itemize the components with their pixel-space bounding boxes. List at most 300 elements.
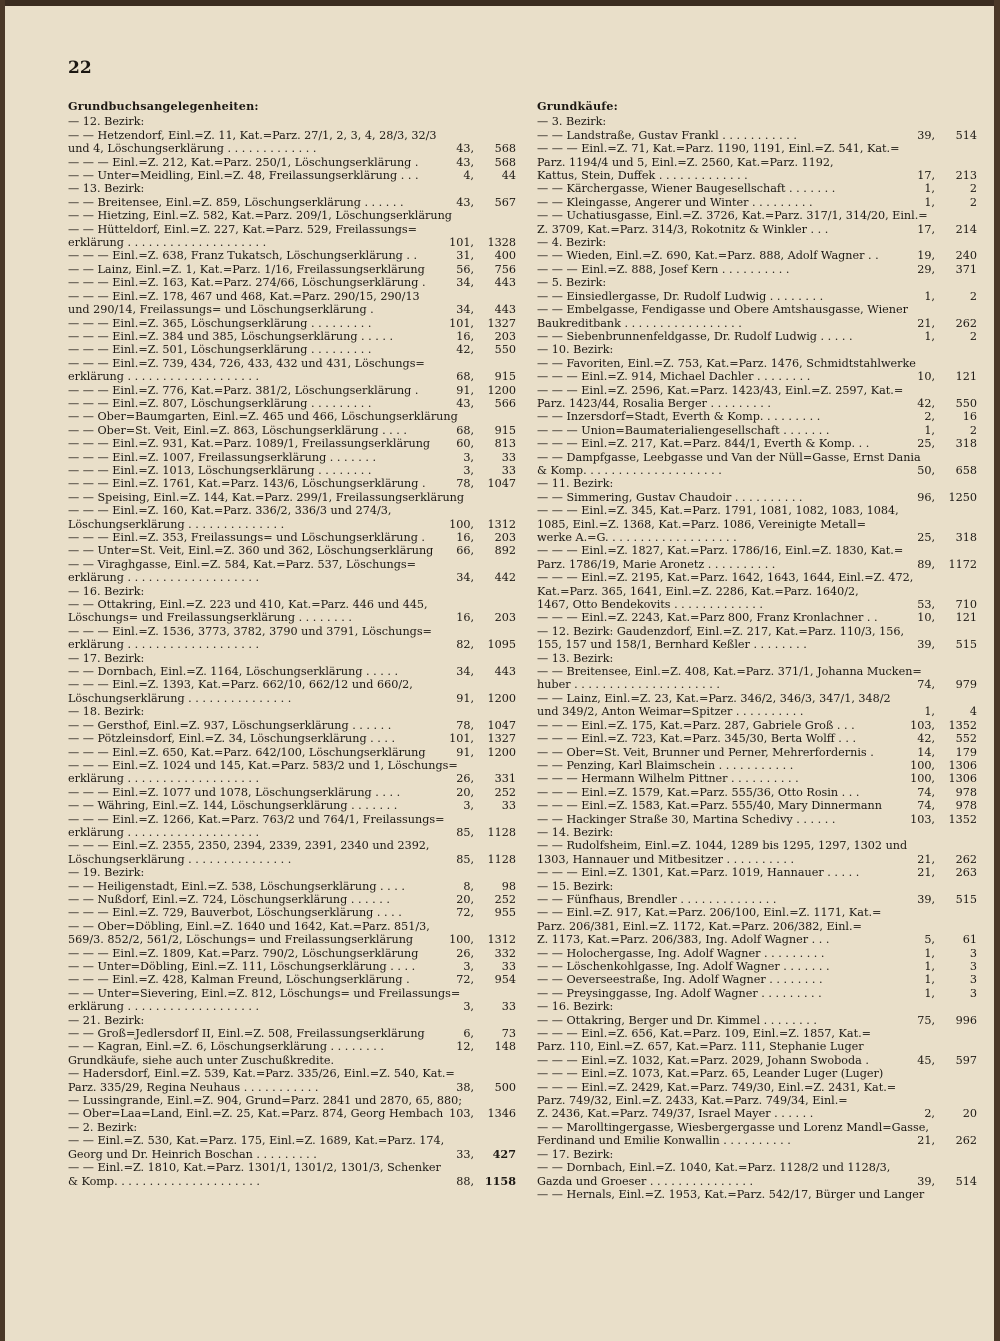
index-line: [68, 384, 516, 397]
entry-text: erklärung . . . . . . . . . . . . . . . . . . .: [68, 1000, 260, 1014]
index-line: [537, 182, 977, 195]
issue-number: 2,: [924, 1107, 935, 1121]
index-line: [68, 638, 516, 651]
index-line: [68, 880, 516, 893]
page-reference: 331: [476, 772, 516, 785]
entry-text: — 17. Bezirk:: [68, 651, 145, 665]
entry-text: Parz. 335/29, Regina Neuhaus . . . . . . . . . . .: [68, 1080, 319, 1094]
entry-text: — — Unter=Meidling, Einl.=Z. 48, Freilassungserklärung . . .: [68, 169, 419, 183]
index-line: [537, 746, 977, 759]
entry-text: — — — Einl.=Z. 739, 434, 726, 433, 432 und 431, Löschungs=: [68, 356, 425, 370]
page-number: 22: [68, 58, 92, 78]
index-line: [537, 1040, 977, 1053]
issue-number: 43,: [456, 195, 474, 209]
entry-text: — — — Hermann Wilhelm Pittner . . . . . . . . . .: [537, 772, 799, 786]
index-line: [68, 223, 516, 236]
issue-number: 34,: [456, 303, 474, 317]
entry-text: — Ober=Laa=Land, Einl.=Z. 25, Kat.=Parz. 874, Georg Hembach: [68, 1107, 444, 1121]
page-reference: 1346: [476, 1107, 516, 1120]
entry-text: — — — Einl.=Z. 1536, 3773, 3782, 3790 und 3791, Löschungs=: [68, 624, 432, 638]
entry-text: — — Dornbach, Einl.=Z. 1164, Löschungserklärung . . . . .: [68, 665, 399, 679]
section-heading: Grundbuchsangelegenheiten:: [68, 99, 259, 113]
entry-text: — — Embelgasse, Fendigasse und Obere Amtshausgasse, Wiener: [537, 303, 908, 317]
entry-text: — — — Einl.=Z. 1073, Kat.=Parz. 65, Leander Luger (Luger): [537, 1067, 884, 1081]
page-reference: 252: [476, 786, 516, 799]
entry-text: — — Hetzendorf, Einl.=Z. 11, Kat.=Parz. 27/1, 2, 3, 4, 28/3, 32/3: [68, 128, 437, 142]
entry-text: Baukreditbank . . . . . . . . . . . . . . . . .: [537, 316, 742, 330]
entry-text: — — — Einl.=Z. 776, Kat.=Parz. 381/2, Löschungserklärung .: [68, 383, 419, 397]
issue-number: 91,: [456, 745, 474, 759]
scan-edge-right: [994, 0, 1000, 1341]
entry-text: 1467, Otto Bendekovits . . . . . . . . . . . . .: [537, 598, 763, 612]
issue-number: 1,: [924, 329, 935, 343]
entry-list: [537, 115, 977, 1201]
index-line: [537, 799, 977, 812]
index-line: [68, 813, 516, 826]
index-line: [537, 558, 977, 571]
issue-number: 66,: [456, 544, 474, 558]
index-line: [537, 678, 977, 691]
entry-text: — — Siebenbrunnenfeldgasse, Dr. Rudolf Ludwig . . . . .: [537, 329, 853, 343]
index-line: [68, 987, 516, 1000]
page-reference: 262: [937, 853, 977, 866]
entry-text: — 12. Bezirk: Gaudenzdorf, Einl.=Z. 217, Kat.=Parz. 110/3, 156,: [537, 624, 905, 638]
issue-number: 38,: [456, 1080, 474, 1094]
entry-text: und 290/14, Freilassungs= und Löschungserklärung .: [68, 303, 374, 317]
page-reference: 978: [937, 799, 977, 812]
entry-text: — 18. Bezirk:: [68, 705, 145, 719]
page-reference: 1352: [937, 813, 977, 826]
entry-text: — 2. Bezirk:: [68, 1120, 138, 1134]
entry-text: — — — Einl.=Z. 160, Kat.=Parz. 336/2, 336/3 und 274/3,: [68, 504, 392, 518]
entry-text: — — — Einl.=Z. 638, Franz Tukatsch, Löschungserklärung . .: [68, 249, 418, 263]
page-reference: 2: [937, 330, 977, 343]
entry-text: Georg und Dr. Heinrich Boschan . . . . . . . . .: [68, 1147, 317, 1161]
index-line: [68, 611, 516, 624]
index-line: [537, 1014, 977, 1027]
index-line: [537, 437, 977, 450]
entry-text: huber . . . . . . . . . . . . . . . . . . . . .: [537, 678, 720, 692]
issue-number: 1,: [924, 986, 935, 1000]
entry-text: Gazda und Groeser . . . . . . . . . . . . . . .: [537, 1174, 754, 1188]
issue-number: 10,: [917, 611, 935, 625]
page-reference: 3: [937, 960, 977, 973]
entry-text: — — Ottakring, Einl.=Z. 223 und 410, Kat.=Parz. 446 und 445,: [68, 598, 428, 612]
issue-number: 74,: [917, 678, 935, 692]
index-line: [68, 1148, 516, 1161]
index-line: [68, 1175, 516, 1188]
issue-number: 60,: [456, 437, 474, 451]
index-line: [537, 893, 977, 906]
issue-number: 89,: [917, 557, 935, 571]
issue-number: 26,: [456, 946, 474, 960]
entry-text: — 13. Bezirk:: [537, 651, 614, 665]
entry-text: — — Breitensee, Einl.=Z. 408, Kat.=Parz. 371/1, Johanna Mucken=: [537, 665, 922, 679]
page-reference: 892: [476, 544, 516, 557]
page-reference: 1200: [476, 746, 516, 759]
issue-number: 16,: [456, 611, 474, 625]
entry-text: — — — Einl.=Z. 384 und 385, Löschungserklärung . . . . .: [68, 329, 394, 343]
index-line: [68, 625, 516, 638]
entry-text: — — Holochergasse, Ing. Adolf Wagner . . . . . . . . .: [537, 946, 825, 960]
page-reference: 813: [476, 437, 516, 450]
entry-text: — — Einl.=Z. 530, Kat.=Parz. 175, Einl.=Z. 1689, Kat.=Parz. 174,: [68, 1134, 445, 1148]
entry-text: — 16. Bezirk:: [68, 584, 145, 598]
index-line: [68, 397, 516, 410]
entry-text: Z. 2436, Kat.=Parz. 749/37, Israel Mayer . . . . . .: [537, 1107, 814, 1121]
entry-text: & Komp. . . . . . . . . . . . . . . . . . . . .: [68, 1174, 260, 1188]
index-line: [68, 370, 516, 383]
entry-text: — — — Einl.=Z. 807, Löschungserklärung . . . . . . . . .: [68, 396, 372, 410]
page-reference: 2: [937, 196, 977, 209]
issue-number: 8,: [463, 879, 474, 893]
page-reference: 515: [937, 893, 977, 906]
index-line: [537, 1148, 977, 1161]
entry-text: 569/3. 852/2, 561/2, Löschungs= und Freilassungserklärung: [68, 933, 414, 947]
entry-text: Löschungs= und Freilassungserklärung . . . . . . . .: [68, 611, 352, 625]
issue-number: 91,: [456, 383, 474, 397]
entry-text: Löschungserklärung . . . . . . . . . . . . . . .: [68, 691, 292, 705]
index-line: [68, 947, 516, 960]
index-line: [537, 826, 977, 839]
issue-number: 1,: [924, 973, 935, 987]
entry-text: — 15. Bezirk:: [537, 879, 614, 893]
page-reference: 514: [937, 129, 977, 142]
index-line: [68, 920, 516, 933]
index-line: [68, 263, 516, 276]
entry-text: & Komp. . . . . . . . . . . . . . . . . . . .: [537, 463, 722, 477]
entry-text: erklärung . . . . . . . . . . . . . . . . . . .: [68, 772, 260, 786]
issue-number: 31,: [456, 249, 474, 263]
index-line: [537, 384, 977, 397]
page-reference: 213: [937, 169, 977, 182]
index-line: [537, 142, 977, 155]
index-line: [68, 156, 516, 169]
issue-number: 16,: [456, 329, 474, 343]
entry-text: — — Dampfgasse, Leebgasse und Van der Nüll=Gasse, Ernst Dania: [537, 450, 921, 464]
page-reference: 955: [476, 906, 516, 919]
issue-number: 14,: [917, 745, 935, 759]
issue-number: 6,: [463, 1027, 474, 1041]
issue-number: 1,: [924, 195, 935, 209]
entry-text: — — — Einl.=Z. 888, Josef Kern . . . . . . . . . .: [537, 262, 790, 276]
issue-number: 17,: [917, 169, 935, 183]
issue-number: 91,: [456, 691, 474, 705]
index-line: [537, 1134, 977, 1147]
entry-text: — — — Einl.=Z. 217, Kat.=Parz. 844/1, Everth & Komp. . .: [537, 437, 870, 451]
index-line: [68, 692, 516, 705]
entry-text: — 16. Bezirk:: [537, 1000, 614, 1014]
issue-number: 43,: [456, 142, 474, 156]
index-line: [537, 531, 977, 544]
entry-text: — — — Einl.=Z. 931, Kat.=Parz. 1089/1, Freilassungserklärung: [68, 437, 431, 451]
entry-text: — — — Einl.=Z. 428, Kalman Freund, Löschungserklärung .: [68, 973, 410, 987]
page-reference: 427: [476, 1148, 516, 1161]
issue-number: 17,: [917, 222, 935, 236]
issue-number: 12,: [456, 1040, 474, 1054]
index-line: [537, 249, 977, 262]
entry-text: Kat.=Parz. 365, 1641, Einl.=Z. 2286, Kat.=Parz. 1640/2,: [537, 584, 859, 598]
page-reference: 443: [476, 303, 516, 316]
issue-number: 20,: [456, 785, 474, 799]
page-reference: 400: [476, 249, 516, 262]
index-line: [537, 973, 977, 986]
page-reference: 20: [937, 1107, 977, 1120]
entry-text: — — — Einl.=Z. 1583, Kat.=Parz. 555/40, Mary Dinnermann: [537, 799, 882, 813]
entry-text: — — Heiligenstadt, Einl.=Z. 538, Löschungserklärung . . . .: [68, 879, 405, 893]
page-reference: 597: [937, 1054, 977, 1067]
page-reference: 73: [476, 1027, 516, 1040]
entry-text: — — Einl.=Z. 917, Kat.=Parz. 206/100, Einl.=Z. 1171, Kat.=: [537, 906, 882, 920]
index-line: [68, 960, 516, 973]
index-line: [537, 491, 977, 504]
page-reference: 203: [476, 531, 516, 544]
entry-text: Parz. 1423/44, Rosalia Berger . . . . . . . . .: [537, 396, 771, 410]
page-reference: 514: [937, 1175, 977, 1188]
index-line: [68, 1107, 516, 1120]
entry-text: — — — Einl.=Z. 723, Kat.=Parz. 345/30, Berta Wolff . . .: [537, 732, 857, 746]
index-line: [537, 544, 977, 557]
entry-text: und 349/2, Anton Weimar=Spitzer . . . . . . . . . .: [537, 705, 804, 719]
issue-number: 29,: [917, 262, 935, 276]
entry-text: — — — Einl.=Z. 1007, Freilassungserklärung . . . . . . .: [68, 450, 377, 464]
index-line: [537, 451, 977, 464]
page-reference: 443: [476, 276, 516, 289]
index-line: [537, 410, 977, 423]
page-reference: 33: [476, 799, 516, 812]
entry-text: — — Fünfhaus, Brendler . . . . . . . . . . . . . .: [537, 892, 777, 906]
index-line: [68, 799, 516, 812]
issue-number: 3,: [463, 463, 474, 477]
index-line: [537, 786, 977, 799]
index-line: [68, 249, 516, 262]
issue-number: 101,: [449, 316, 474, 330]
page-reference: 262: [937, 1134, 977, 1147]
index-line: [537, 357, 977, 370]
index-line: [68, 182, 516, 195]
index-line: [537, 397, 977, 410]
entry-text: — — — Einl.=Z. 2429, Kat.=Parz. 749/30, Einl.=Z. 2431, Kat.=: [537, 1080, 897, 1094]
issue-number: 3,: [463, 450, 474, 464]
index-line: [537, 571, 977, 584]
entry-text: Parz. 206/381, Einl.=Z. 1172, Kat.=Parz. 206/382, Einl.=: [537, 919, 862, 933]
entry-text: 155, 157 und 158/1, Bernhard Keßler . . . . . . . .: [537, 638, 807, 652]
index-line: [537, 585, 977, 598]
entry-text: Parz. 749/32, Einl.=Z. 2433, Kat.=Parz. 749/34, Einl.=: [537, 1094, 848, 1108]
index-line: [68, 477, 516, 490]
index-line: [68, 866, 516, 879]
entry-text: Z. 3709, Kat.=Parz. 314/3, Rokotnitz & Winkler . . .: [537, 222, 829, 236]
index-line: [68, 571, 516, 584]
entry-text: — — Landstraße, Gustav Frankl . . . . . . . . . . .: [537, 128, 797, 142]
entry-text: — — Marolltingergasse, Wiesbergergasse und Lorenz Mandl=Gasse,: [537, 1120, 929, 1134]
issue-number: 21,: [917, 852, 935, 866]
entry-text: erklärung . . . . . . . . . . . . . . . . . . .: [68, 825, 260, 839]
page-reference: 2: [937, 424, 977, 437]
entry-text: — — — Einl.=Z. 656, Kat.=Parz. 109, Einl.=Z. 1857, Kat.=: [537, 1027, 871, 1041]
index-line: [68, 1094, 516, 1107]
index-line: [537, 1107, 977, 1120]
issue-number: 43,: [456, 396, 474, 410]
page-reference: 262: [937, 317, 977, 330]
issue-number: 25,: [917, 437, 935, 451]
page-reference: 1128: [476, 826, 516, 839]
index-line: [537, 1081, 977, 1094]
entry-text: — — Penzing, Karl Blaimschein . . . . . . . . . . .: [537, 758, 794, 772]
index-line: [68, 424, 516, 437]
index-line: [537, 1067, 977, 1080]
page-reference: 3: [937, 987, 977, 1000]
section-heading: Grundkäufe:: [537, 99, 618, 113]
entry-text: — — — Einl.=Z. 1013, Löschungserklärung . . . . . . . .: [68, 463, 372, 477]
page-reference: 16: [937, 410, 977, 423]
issue-number: 82,: [456, 638, 474, 652]
index-line: [537, 1027, 977, 1040]
entry-text: — Lussingrande, Einl.=Z. 904, Grund=Parz. 2841 und 2870, 65, 880;: [68, 1094, 463, 1108]
right-column: [537, 100, 977, 1201]
entry-list: [68, 115, 516, 1188]
entry-text: Löschungserklärung . . . . . . . . . . . . . .: [68, 517, 285, 531]
index-line: [68, 933, 516, 946]
entry-text: — — Viraghgasse, Einl.=Z. 584, Kat.=Parz. 537, Löschungs=: [68, 557, 417, 571]
index-line: [537, 1121, 977, 1134]
index-line: [537, 906, 977, 919]
index-line: [537, 839, 977, 852]
index-line: [537, 920, 977, 933]
page-reference: 568: [476, 142, 516, 155]
index-line: [68, 236, 516, 249]
index-line: [537, 611, 977, 624]
entry-text: — — Preysinggasse, Ing. Adolf Wagner . . . . . . . . .: [537, 986, 822, 1000]
index-line: [537, 1161, 977, 1174]
index-line: [68, 719, 516, 732]
index-line: [537, 424, 977, 437]
issue-number: 10,: [917, 370, 935, 384]
entry-text: erklärung . . . . . . . . . . . . . . . . . . .: [68, 370, 260, 384]
index-line: [68, 1014, 516, 1027]
index-line: [537, 947, 977, 960]
entry-text: — — Oeverseestraße, Ing. Adolf Wagner . . . . . . . .: [537, 973, 823, 987]
issue-number: 100,: [449, 517, 474, 531]
page-reference: 240: [937, 249, 977, 262]
issue-number: 103,: [910, 812, 935, 826]
entry-text: — 19. Bezirk:: [68, 866, 145, 880]
entry-text: — — Löschenkohlgasse, Ing. Adolf Wagner . . . . . . .: [537, 960, 830, 973]
entry-text: — — Unter=Döbling, Einl.=Z. 111, Löschungserklärung . . . .: [68, 960, 416, 973]
index-line: [68, 518, 516, 531]
index-line: [68, 1161, 516, 1174]
page-reference: 1128: [476, 853, 516, 866]
index-line: [68, 1067, 516, 1080]
entry-text: — — Hackinger Straße 30, Martina Schedivy . . . . . .: [537, 812, 836, 826]
scan-edge-left: [0, 0, 5, 1341]
entry-text: — — — Einl.=Z. 1032, Kat.=Parz. 2029, Johann Swoboda .: [537, 1053, 869, 1067]
page-reference: 98: [476, 880, 516, 893]
index-line: [537, 1188, 977, 1201]
issue-number: 19,: [917, 249, 935, 263]
entry-text: — — Einl.=Z. 1810, Kat.=Parz. 1301/1, 1301/2, 1301/3, Schenker: [68, 1161, 441, 1175]
entry-text: erklärung . . . . . . . . . . . . . . . . . . .: [68, 638, 260, 652]
entry-text: — — — Einl.=Z. 1077 und 1078, Löschungserklärung . . . .: [68, 785, 401, 799]
page-reference: 1352: [937, 719, 977, 732]
entry-text: — Hadersdorf, Einl.=Z. 539, Kat.=Parz. 335/26, Einl.=Z. 540, Kat.=: [68, 1067, 455, 1081]
issue-number: 1,: [924, 960, 935, 973]
index-line: [68, 598, 516, 611]
index-line: [68, 786, 516, 799]
entry-text: — — — Einl.=Z. 178, 467 und 468, Kat.=Parz. 290/15, 290/13: [68, 289, 420, 303]
entry-text: — — — Einl.=Z. 1579, Kat.=Parz. 555/36, Otto Rosin . . .: [537, 785, 860, 799]
entry-text: — 13. Bezirk:: [68, 182, 145, 196]
index-line: [68, 303, 516, 316]
entry-text: — — Währing, Einl.=Z. 144, Löschungserklärung . . . . . . .: [68, 799, 398, 813]
issue-number: 100,: [910, 758, 935, 772]
entry-text: — 4. Bezirk:: [537, 236, 607, 250]
page-reference: 121: [937, 370, 977, 383]
entry-text: — — Dornbach, Einl.=Z. 1040, Kat.=Parz. 1128/2 und 1128/3,: [537, 1161, 891, 1175]
entry-text: Grundkäufe, siehe auch unter Zuschußkredite.: [68, 1053, 335, 1067]
index-line: [537, 343, 977, 356]
entry-text: — — — Einl.=Z. 1301, Kat.=Parz. 1019, Hannauer . . . . .: [537, 866, 860, 880]
issue-number: 68,: [456, 370, 474, 384]
index-line: [537, 1175, 977, 1188]
page-reference: 33: [476, 451, 516, 464]
entry-text: — — Ober=Döbling, Einl.=Z. 1640 und 1642, Kat.=Parz. 851/3,: [68, 919, 430, 933]
entry-text: — — Ottakring, Berger und Dr. Kimmel . . . . . . . .: [537, 1013, 817, 1027]
index-line: [68, 276, 516, 289]
issue-number: 101,: [449, 236, 474, 250]
entry-text: — 21. Bezirk:: [68, 1013, 145, 1027]
page-reference: 33: [476, 960, 516, 973]
index-line: [68, 853, 516, 866]
page-reference: 1047: [476, 719, 516, 732]
issue-number: 4,: [463, 169, 474, 183]
issue-number: 75,: [917, 1013, 935, 1027]
index-line: [68, 732, 516, 745]
index-line: [537, 169, 977, 182]
entry-text: 1085, Einl.=Z. 1368, Kat.=Parz. 1086, Vereinigte Metall=: [537, 517, 867, 531]
entry-text: — — — Einl.=Z. 163, Kat.=Parz. 274/66, Löschungserklärung .: [68, 276, 426, 290]
issue-number: 1,: [924, 705, 935, 719]
entry-text: — 12. Bezirk:: [68, 115, 145, 129]
page-reference: 318: [937, 531, 977, 544]
issue-number: 85,: [456, 825, 474, 839]
entry-text: — — Kärchergasse, Wiener Baugesellschaft . . . . . . .: [537, 182, 836, 196]
page-reference: 2: [937, 290, 977, 303]
index-line: [537, 196, 977, 209]
index-line: [68, 665, 516, 678]
entry-text: Parz. 1786/19, Marie Aronetz . . . . . . . . . .: [537, 557, 776, 571]
issue-number: 43,: [456, 155, 474, 169]
entry-text: Parz. 110, Einl.=Z. 657, Kat.=Parz. 111, Stephanie Luger: [537, 1040, 864, 1054]
entry-text: Ferdinand und Emilie Konwallin . . . . . . . . . .: [537, 1134, 791, 1148]
entry-text: — — — Einl.=Z. 1393, Kat.=Parz. 662/10, 662/12 und 660/2,: [68, 678, 413, 692]
issue-number: 21,: [917, 1134, 935, 1148]
entry-text: — — Uchatiusgasse, Einl.=Z. 3726, Kat.=Parz. 317/1, 314/20, Einl.=: [537, 209, 928, 223]
page-reference: 552: [937, 732, 977, 745]
issue-number: 33,: [456, 1147, 474, 1161]
entry-text: — 17. Bezirk:: [537, 1147, 614, 1161]
issue-number: 42,: [917, 732, 935, 746]
issue-number: 25,: [917, 531, 935, 544]
page-reference: 756: [476, 263, 516, 276]
index-line: [68, 652, 516, 665]
index-line: [68, 209, 516, 222]
entry-text: — — Wieden, Einl.=Z. 690, Kat.=Parz. 888, Adolf Wagner . .: [537, 249, 879, 263]
entry-text: und 4, Löschungserklärung . . . . . . . . . . . . .: [68, 142, 317, 156]
entry-text: Parz. 1194/4 und 5, Einl.=Z. 2560, Kat.=Parz. 1192,: [537, 155, 834, 169]
index-line: [537, 705, 977, 718]
issue-number: 101,: [449, 732, 474, 746]
